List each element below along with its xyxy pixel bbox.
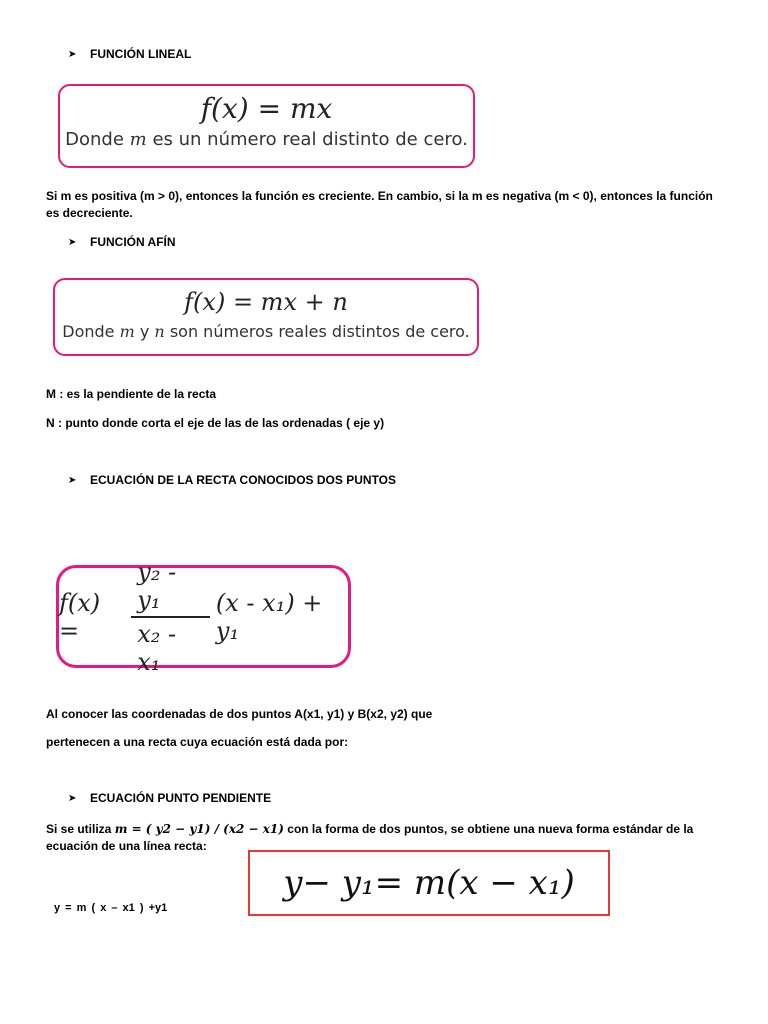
fraction-numerator: y₂ - y₁ bbox=[131, 558, 210, 618]
heading-funcion-lineal: FUNCIÓN LINEAL bbox=[90, 47, 192, 61]
arrow-bullet-icon: ➤ bbox=[68, 48, 77, 60]
paragraph-punto-pendiente: Si se utiliza m = ( y2 − y1) / (x2 − x1) con la forma de dos puntos, se obtiene una nueva forma estándar de la ecuación de una línea recta: bbox=[46, 822, 694, 853]
fraction bbox=[131, 558, 210, 676]
formula-text-punto-pendiente: y = m ( x – x1 ) +y1 bbox=[54, 902, 168, 914]
formula-lineal: f(x) = mx bbox=[200, 92, 333, 125]
paragraph-lineal: Si m es positiva (m > 0), entonces la función es creciente. En cambio, si la m es negativa (m < 0), entonces la función es decreciente. bbox=[46, 189, 713, 220]
definition-m: M : es la pendiente de la recta bbox=[46, 387, 217, 401]
formula-box-lineal bbox=[58, 84, 475, 168]
arrow-bullet-icon: ➤ bbox=[68, 474, 77, 486]
formula-box-punto-pendiente bbox=[248, 850, 610, 916]
caption-afin: Donde m y n son números reales distintos de cero. bbox=[62, 322, 470, 341]
big-formula-punto-pendiente: y− y₁= m(x − x₁) bbox=[283, 863, 575, 903]
heading-dos-puntos: ECUACIÓN DE LA RECTA CONOCIDOS DOS PUNTOS bbox=[90, 473, 397, 487]
formula-lhs: f(x) = bbox=[59, 588, 101, 645]
formula-dos-puntos bbox=[59, 558, 348, 676]
bullet-heading-funcion-afin bbox=[68, 235, 176, 249]
paragraph-dos-puntos-1: Al conocer las coordenadas de dos puntos A(x1, y1) y B(x2, y2) que bbox=[46, 707, 433, 721]
arrow-bullet-icon: ➤ bbox=[68, 792, 77, 804]
heading-punto-pendiente: ECUACIÓN PUNTO PENDIENTE bbox=[90, 791, 272, 805]
formula-afin: f(x) = mx + n bbox=[184, 288, 348, 316]
heading-funcion-afin: FUNCIÓN AFÍN bbox=[90, 235, 176, 249]
formula-box-afin bbox=[53, 278, 479, 356]
caption-lineal: Donde m es un número real distinto de cero. bbox=[65, 129, 468, 150]
bullet-heading-funcion-lineal bbox=[68, 47, 191, 61]
bullet-heading-punto-pendiente bbox=[68, 791, 271, 805]
definition-n: N : punto donde corta el eje de las de las ordenadas ( eje y) bbox=[46, 416, 385, 430]
bullet-heading-dos-puntos bbox=[68, 473, 396, 487]
paragraph-dos-puntos-2: pertenecen a una recta cuya ecuación está dada por: bbox=[46, 735, 349, 749]
formula-box-dos-puntos bbox=[56, 557, 351, 676]
fraction-denominator: x₂ - x₁ bbox=[137, 619, 177, 676]
inline-slope-formula: m = ( y2 − y1) / (x2 − x1) bbox=[114, 822, 284, 836]
arrow-bullet-icon: ➤ bbox=[68, 236, 77, 248]
formula-rhs: (x - x₁) + y₁ bbox=[215, 588, 323, 645]
